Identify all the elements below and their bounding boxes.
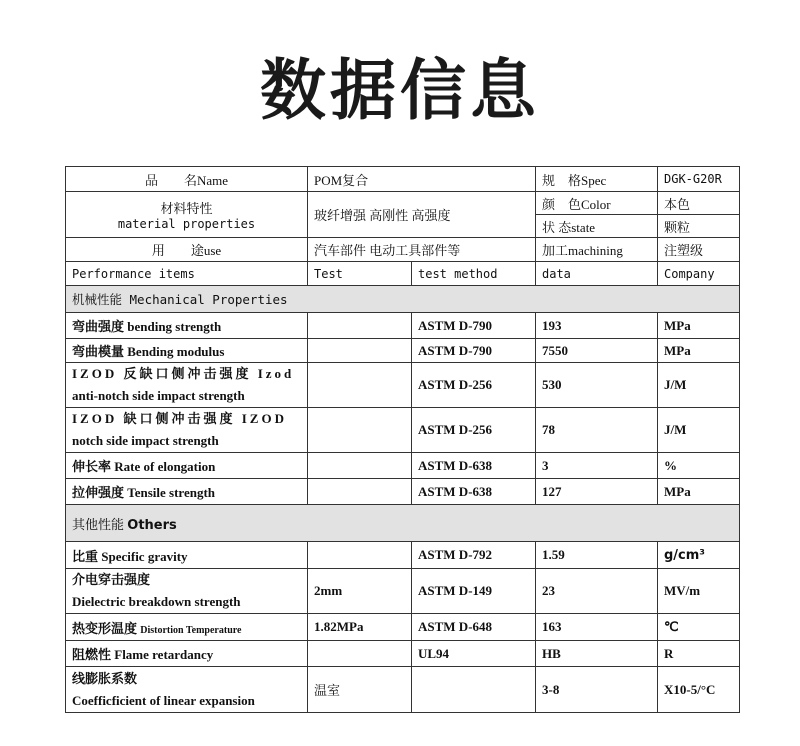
method-cell: ASTM D-790: [412, 339, 536, 363]
item-line-2: notch side impact strength: [72, 433, 219, 448]
item-cell: 拉伸强度 Tensile strength: [66, 479, 308, 505]
col-header-data: data: [536, 262, 658, 286]
method-cell: ASTM D-149: [412, 569, 536, 614]
method-cell: ASTM D-790: [412, 313, 536, 339]
method-cell: ASTM D-792: [412, 542, 536, 569]
item-line-2: anti-notch side impact strength: [72, 388, 245, 403]
page-title: 数据信息: [260, 52, 540, 129]
state-value: 颗粒: [658, 215, 740, 238]
name-label: 品 名Name: [66, 167, 308, 192]
item-cell: [66, 667, 308, 713]
table-row: [66, 641, 740, 667]
col-header-test: Test: [308, 262, 412, 286]
item-line-1: IZOD 反缺口侧冲击强度 Izod: [72, 366, 295, 381]
unit-cell: ℃: [658, 614, 740, 641]
test-cell: [308, 479, 412, 505]
machining-value: 注塑级: [658, 238, 740, 262]
table-row: [66, 453, 740, 479]
unit-cell: R: [658, 641, 740, 667]
table-row: [66, 363, 740, 408]
section-mechanical: [66, 286, 740, 313]
method-cell: ASTM D-256: [412, 363, 536, 408]
unit-cell: MPa: [658, 313, 740, 339]
use-label: 用 途use: [66, 238, 308, 262]
data-cell: 7550: [536, 339, 658, 363]
method-cell: ASTM D-648: [412, 614, 536, 641]
name-value: POM复合: [308, 167, 536, 192]
col-header-method: test method: [412, 262, 536, 286]
test-cell: [308, 339, 412, 363]
method-cell: ASTM D-638: [412, 479, 536, 505]
test-cell: 温室: [308, 667, 412, 713]
use-value: 汽车部件 电动工具部件等: [308, 238, 536, 262]
item-cell: [66, 408, 308, 453]
item-en: Distortion Temperature: [140, 624, 242, 636]
table-row: [66, 339, 740, 363]
table-row: [66, 542, 740, 569]
material-value: 玻纤增强 高刚性 高强度: [308, 192, 536, 238]
test-cell: [308, 408, 412, 453]
item-line-2: Coefficficient of linear expansion: [72, 692, 255, 708]
unit-cell: J/M: [658, 408, 740, 453]
data-cell: 193: [536, 313, 658, 339]
item-line-2: Dielectric breakdown strength: [72, 594, 241, 609]
machining-label: 加工machining: [536, 238, 658, 262]
section-others-title: [66, 505, 740, 542]
test-cell: 1.82MPa: [308, 614, 412, 641]
data-cell: 530: [536, 363, 658, 408]
unit-cell: %: [658, 453, 740, 479]
test-cell: [308, 641, 412, 667]
item-line-1: 线膨胀系数: [72, 670, 138, 686]
method-cell: ASTM D-256: [412, 408, 536, 453]
unit-cell: MPa: [658, 339, 740, 363]
table-row: [66, 569, 740, 614]
section-others-cn: 其他性能: [72, 516, 125, 532]
unit-cell: MV/m: [658, 569, 740, 614]
table-row: [66, 667, 740, 713]
spec-table: [65, 166, 740, 713]
material-label-en: material properties: [117, 217, 256, 231]
data-cell: 78: [536, 408, 658, 453]
header-row-use: [66, 238, 740, 262]
item-cell: 伸长率 Rate of elongation: [66, 453, 308, 479]
spec-value: DGK-G20R: [658, 167, 740, 192]
data-cell: 163: [536, 614, 658, 641]
data-cell: 3: [536, 453, 658, 479]
unit-cell: MPa: [658, 479, 740, 505]
table-row: [66, 408, 740, 453]
state-label: 状 态state: [536, 215, 658, 238]
color-label: 颜 色Color: [536, 192, 658, 215]
column-header-row: [66, 262, 740, 286]
item-line-1: 介电穿击强度: [72, 572, 151, 587]
table-row: [66, 479, 740, 505]
header-row-name: [66, 167, 740, 192]
data-cell: HB: [536, 641, 658, 667]
table-row: [66, 614, 740, 641]
data-cell: 127: [536, 479, 658, 505]
test-cell: [308, 542, 412, 569]
method-cell: [412, 667, 536, 713]
test-cell: [308, 363, 412, 408]
section-others: [66, 505, 740, 542]
test-cell: [308, 313, 412, 339]
item-cell: 阻燃性 Flame retardancy: [66, 641, 308, 667]
item-cell: 弯曲强度 bending strength: [66, 313, 308, 339]
col-header-items: Performance items: [66, 262, 308, 286]
data-cell: 3-8: [536, 667, 658, 713]
item-line-1: IZOD 缺口侧冲击强度 IZOD: [72, 411, 287, 426]
material-label-cn: 材料特性: [160, 201, 213, 216]
test-cell: 2mm: [308, 569, 412, 614]
color-value: 本色: [658, 192, 740, 215]
test-cell: [308, 453, 412, 479]
method-cell: UL94: [412, 641, 536, 667]
section-others-en: Others: [127, 517, 177, 533]
item-cell: [66, 363, 308, 408]
spec-label: 规 格Spec: [536, 167, 658, 192]
unit-cell: J/M: [658, 363, 740, 408]
unit-cell: g/cm³: [658, 542, 740, 569]
unit-cell: X10-5/°C: [658, 667, 740, 713]
data-cell: 23: [536, 569, 658, 614]
material-label: [66, 192, 308, 238]
table-row: [66, 313, 740, 339]
header-row-material: [66, 192, 740, 215]
item-cell: 弯曲模量 Bending modulus: [66, 339, 308, 363]
item-cell: [66, 614, 308, 641]
col-header-unit: Company: [658, 262, 740, 286]
item-cell: [66, 569, 308, 614]
item-cell: 比重 Specific gravity: [66, 542, 308, 569]
section-mechanical-title: 机械性能 Mechanical Properties: [66, 286, 740, 313]
method-cell: ASTM D-638: [412, 453, 536, 479]
data-cell: 1.59: [536, 542, 658, 569]
item-cn: 热变形温度: [72, 620, 138, 636]
